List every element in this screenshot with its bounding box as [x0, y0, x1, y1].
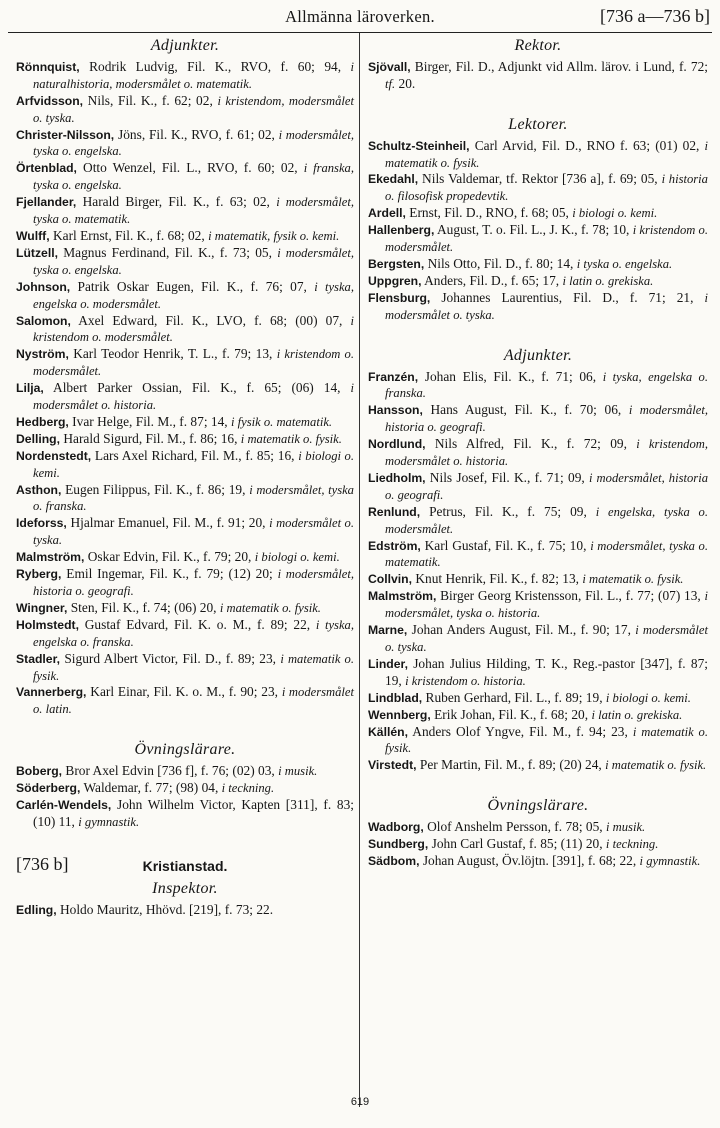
inspektor-entry [16, 902, 354, 919]
staff-details: Karl Teodor Henrik, T. L., f. 79; 13, [68, 346, 277, 362]
staff-name: Malmström, [16, 550, 85, 565]
staff-subjects: i kristendom, modersmålet o. tyska. [33, 93, 354, 125]
lektorer-list [368, 138, 708, 324]
staff-name: Franzén, [368, 369, 419, 384]
staff-entry [368, 470, 708, 504]
staff-details: Ruben Gerhard, Fil. L., f. 89; 19, [422, 689, 606, 705]
staff-subjects: i kristendom o. modersmålet. [33, 313, 354, 345]
staff-subjects: i matematik o. fysik. [385, 724, 709, 756]
running-title: Allmänna läroverken. [285, 7, 435, 26]
staff-name: Schultz-Steinheil, [368, 138, 470, 153]
staff-entry [16, 651, 354, 685]
staff-entry [368, 571, 708, 588]
staff-name: Nordlund, [368, 437, 426, 452]
staff-entry [368, 222, 708, 256]
staff-subjects: i tyska, engelska o. modersmålet. [33, 279, 354, 311]
staff-subjects: i modersmålet, tyska o. matematik. [385, 538, 708, 570]
staff-details: Johan Julius Hilding, T. K., Reg.-pastor [347], f. 87; 19, [385, 655, 708, 688]
staff-details: Harald Birger, Fil. K., f. 63; 02, [76, 194, 277, 210]
staff-subjects: i kristendom o. historia. [405, 673, 526, 688]
staff-subjects: i matematik o. fysik. [33, 651, 354, 683]
staff-subjects: i latin o. grekiska. [562, 273, 654, 288]
staff-entry [368, 504, 708, 538]
staff-details: Karl Einar, Fil. K. o. M., f. 90; 23, [86, 684, 282, 700]
staff-details: Eugen Filippus, Fil. K., f. 86; 19, [61, 481, 250, 497]
staff-details: Olof Anshelm Persson, f. 78; 05, [423, 819, 607, 835]
staff-subjects: i gymnastik. [639, 853, 701, 868]
staff-entry [368, 256, 708, 273]
staff-subjects: i matematik o. fysik. [219, 600, 321, 615]
staff-entry [16, 279, 354, 313]
staff-subjects: i musik. [606, 820, 646, 835]
staff-entry [16, 515, 354, 549]
staff-details: Axel Edward, Fil. K., LVO, f. 68; (00) 07, [70, 312, 351, 328]
staff-name: Wulff, [16, 228, 50, 243]
staff-details: Hjalmar Emanuel, Fil. M., f. 91; 20, [66, 515, 270, 531]
staff-details: Karl Gustaf, Fil. K., f. 75; 10, [420, 537, 591, 553]
staff-name: Bergsten, [368, 256, 425, 271]
staff-details: Karl Ernst, Fil. K., f. 68; 02, [49, 227, 209, 243]
staff-entry [16, 228, 354, 245]
staff-entry [16, 482, 354, 516]
staff-subjects: i modersmålet, historia o. geografi. [385, 470, 708, 502]
staff-subjects: i modersmålet o. tyska. [385, 623, 708, 654]
staff-details: Petrus, Fil. K., f. 75; 09, [420, 503, 596, 519]
staff-name: Sundberg, [368, 837, 429, 852]
heading-adjunkter-right: Adjunkter. [503, 346, 573, 364]
staff-subjects: i tyska o. engelska. [576, 256, 673, 271]
staff-subjects: i tyska, engelska o. franska. [33, 617, 354, 649]
staff-details: Nils Valdemar, tf. Rektor [736 a], f. 69; 05, [418, 171, 662, 187]
staff-details: Anders Olof Yngve, Fil. M., f. 94; 23, [407, 723, 633, 739]
staff-details: Jöns, Fil. K., RVO, f. 61; 02, [114, 126, 279, 142]
inspektor-name: Edling, [16, 902, 57, 917]
staff-name: Söderberg, [16, 781, 81, 796]
heading-lektorer: Lektorer. [508, 115, 568, 133]
staff-entry [16, 245, 354, 279]
staff-subjects: i modersmålet, historia o. geografi. [385, 403, 708, 435]
rektor-list [368, 59, 708, 93]
staff-name: Delling, [16, 431, 61, 446]
staff-subjects: i tyska, engelska o. franska. [385, 369, 708, 401]
staff-details: Sigurd Albert Victor, Fil. D., f. 89; 23, [60, 650, 281, 666]
staff-subjects: i modersmålet, tyska o. franska. [33, 482, 354, 514]
staff-details: Magnus Ferdinand, Fil. K., f. 73; 05, [57, 244, 278, 260]
staff-subjects: i teckning. [605, 837, 659, 852]
school-header [16, 855, 354, 879]
staff-name: Linder, [368, 656, 408, 671]
staff-entry [368, 171, 708, 205]
staff-entry [16, 797, 354, 831]
school-name: Kristianstad. [142, 857, 228, 874]
staff-details: Johannes Laurentius, Fil. D., f. 71; 21, [430, 289, 705, 305]
staff-name: Johnson, [16, 279, 71, 294]
staff-name: Carlén-Wendels, [16, 797, 112, 812]
staff-subjects: i historia o. filosofisk propedevtik. [385, 172, 708, 204]
staff-entry [368, 273, 708, 290]
staff-details: Erik Johan, Fil. K., f. 68; 20, [430, 706, 592, 722]
staff-name: Lilja, [16, 381, 44, 396]
staff-details: Otto Wenzel, Fil. L., RVO, f. 60; 02, [76, 160, 304, 176]
staff-details: August, T. o. Fil. L., J. K., f. 78; 10, [434, 222, 633, 238]
staff-details: Emil Ingemar, Fil. K., f. 79; (12) 20; [61, 566, 278, 582]
staff-details: Ivar Helge, Fil. M., f. 87; 14, [68, 413, 231, 429]
staff-details: Knut Henrik, Fil. K., f. 82; 13, [412, 571, 583, 587]
staff-name: Ekedahl, [368, 172, 419, 187]
staff-details: Johan August, Öv.löjtn. [391], f. 68; 22, [419, 852, 640, 868]
staff-name: Hallenberg, [368, 223, 435, 238]
staff-entry [368, 690, 708, 707]
staff-subjects: i franska, tyska o. engelska. [33, 161, 354, 193]
staff-details: Gustaf Edvard, Fil. K. o. M., f. 89; 22, [78, 616, 316, 632]
staff-subjects: i kristendom o. modersmålet. [33, 347, 354, 379]
staff-name: Hedberg, [16, 414, 69, 429]
staff-name: Lindblad, [368, 690, 423, 705]
staff-entry [368, 369, 708, 403]
page-range: [736 a—736 b] [600, 6, 710, 26]
staff-entry [16, 600, 354, 617]
staff-name: Sädbom, [368, 853, 420, 868]
staff-name: Renlund, [368, 504, 421, 519]
staff-entry [16, 448, 354, 482]
staff-entry [16, 59, 354, 93]
ovningslarare-right-list [368, 819, 708, 870]
heading-ovningslarare: Övningslärare. [134, 741, 236, 759]
staff-details: Carl Arvid, Fil. D., RNO f. 63; (01) 02, [469, 137, 705, 153]
staff-entry [368, 436, 708, 470]
staff-entry [368, 707, 708, 724]
adjunkter-list [16, 59, 354, 718]
staff-entry [368, 757, 708, 774]
staff-entry [368, 59, 708, 93]
page-number: 619 [350, 1096, 370, 1108]
staff-entry [368, 724, 708, 758]
staff-subjects: i teckning. [221, 781, 275, 796]
staff-subjects: i matematik, fysik o. kemi. [208, 228, 340, 243]
staff-entry [16, 566, 354, 600]
staff-subjects: i musik. [278, 764, 318, 779]
staff-name: Wingner, [16, 600, 68, 615]
staff-subjects: i modersmålet o. historia. [33, 381, 354, 413]
staff-name: Ardell, [368, 206, 406, 221]
staff-subjects: i fysik o. matematik. [230, 414, 333, 429]
staff-name: Källén, [368, 724, 408, 739]
staff-subjects: i biologi o. kemi. [254, 550, 340, 565]
staff-entry [16, 780, 354, 797]
staff-subjects: i modersmålet, historia o. geografi. [33, 567, 355, 598]
staff-name: Virstedt, [368, 758, 417, 773]
staff-entry [368, 622, 708, 656]
staff-entry [16, 380, 354, 414]
staff-name: Holmstedt, [16, 617, 79, 632]
column-divider [359, 33, 360, 1107]
staff-details: Johan Elis, Fil. K., f. 71; 06, [418, 368, 603, 384]
staff-entry [368, 290, 708, 324]
staff-subjects: i biologi o. kemi. [572, 206, 658, 221]
heading-rektor: Rektor. [514, 37, 562, 54]
staff-entry [16, 549, 354, 566]
staff-entry [16, 313, 354, 347]
staff-entry [368, 138, 708, 172]
staff-details-tail: 20. [395, 75, 416, 91]
staff-name: Fjellander, [16, 195, 77, 210]
staff-subjects: i modersmålet, tyska o. engelska. [33, 245, 354, 277]
staff-entry [16, 763, 354, 780]
staff-entry [16, 127, 354, 161]
staff-name: Malmström, [368, 589, 437, 604]
ovningslarare-list [16, 763, 354, 831]
staff-details: Waldemar, f. 77; (98) 04, [80, 780, 222, 796]
staff-entry [368, 205, 708, 222]
staff-name: Flensburg, [368, 290, 431, 305]
staff-subjects: i modersmålet o. tyska. [33, 516, 354, 548]
staff-entry [368, 402, 708, 436]
staff-entry [16, 414, 354, 431]
heading-inspektor: Inspektor. [152, 879, 218, 897]
heading-ovningslarare-right: Övningslärare. [487, 797, 589, 815]
inspektor-text: Holdo Mauritz, Hhövd. [219], f. 73; 22. [56, 901, 274, 917]
staff-details: Patrik Oskar Eugen, Fil. K., f. 76; 07, [70, 278, 315, 294]
staff-name: Christer-Nilsson, [16, 127, 115, 142]
staff-name: Nordenstedt, [16, 448, 92, 463]
staff-details: Lars Axel Richard, Fil. M., f. 85; 16, [91, 447, 299, 463]
staff-details: Albert Parker Ossian, Fil. K., f. 65; (06) 14, [43, 380, 351, 396]
staff-subjects: i modersmålet, tyska o. engelska. [33, 127, 354, 159]
staff-subjects: i naturalhistoria, modersmålet o. matematik. [33, 59, 354, 91]
staff-name: Liedholm, [368, 470, 426, 485]
staff-entry [368, 656, 708, 690]
adjunkter-right-list [368, 369, 708, 775]
left-column [16, 36, 354, 919]
staff-name: Örtenblad, [16, 161, 77, 176]
staff-details: Rodrik Ludvig, Fil. K., RVO, f. 60; 94, [79, 58, 351, 74]
staff-details: Per Martin, Fil. M., f. 89; (20) 24, [416, 757, 606, 773]
staff-name: Hansson, [368, 403, 423, 418]
staff-name: Boberg, [16, 764, 63, 779]
staff-subjects: i modersmålet o. tyska. [385, 290, 708, 322]
school-code: [736 b] [16, 853, 69, 874]
staff-entry [16, 431, 354, 448]
staff-details: Hans August, Fil. K., f. 70; 06, [422, 402, 629, 418]
running-header [8, 4, 712, 33]
staff-name: Asthon, [16, 482, 62, 497]
staff-subjects: i modersmålet, tyska o. matematik. [33, 195, 354, 227]
staff-subjects: i kristendom o. modersmålet. [385, 223, 708, 255]
staff-entry [368, 819, 708, 836]
staff-entry [16, 684, 354, 718]
staff-subjects: i latin o. grekiska. [591, 707, 683, 722]
staff-subjects: tf. [385, 76, 396, 91]
staff-details: Ernst, Fil. D., RNO, f. 68; 05, [405, 205, 573, 221]
staff-name: Lützell, [16, 245, 58, 260]
staff-subjects: i matematik o. fysik. [385, 138, 708, 170]
staff-name: Marne, [368, 623, 408, 638]
staff-name: Rönnquist, [16, 59, 80, 74]
staff-name: Collvin, [368, 572, 413, 587]
staff-entry [16, 617, 354, 651]
staff-entry [16, 93, 354, 127]
staff-entry [368, 836, 708, 853]
staff-subjects: i biologi o. kemi. [33, 448, 354, 480]
staff-name: Ideforss, [16, 516, 67, 531]
staff-details: Johan Anders August, Fil. M., f. 90; 17, [407, 622, 636, 638]
staff-details: Nils Josef, Fil. K., f. 71; 09, [425, 469, 589, 485]
staff-details: Nils Otto, Fil. D., f. 80; 14, [424, 255, 577, 271]
staff-details: Bror Axel Edvin [736 f], f. 76; (02) 03, [62, 763, 279, 779]
staff-details: Nils Alfred, Fil. K., f. 72; 09, [425, 436, 637, 452]
staff-entry [16, 160, 354, 194]
staff-details: John Carl Gustaf, f. 85; (11) 20, [428, 836, 606, 852]
staff-details: John Wilhelm Victor, Kapten [311], f. 83; (10) 11, [33, 796, 354, 829]
staff-name: Sjövall, [368, 59, 411, 74]
staff-subjects: i modersmålet, tyska o. historia. [385, 589, 708, 621]
staff-name: Wennberg, [368, 707, 431, 722]
staff-details: Oskar Edvin, Fil. K., f. 79; 20, [84, 549, 255, 565]
staff-name: Edström, [368, 538, 421, 553]
staff-name: Ryberg, [16, 567, 62, 582]
right-column [368, 36, 708, 870]
staff-entry [16, 194, 354, 228]
staff-entry [16, 346, 354, 380]
staff-subjects: i matematik o. fysik. [605, 758, 707, 773]
staff-subjects: i modersmålet o. latin. [33, 685, 354, 717]
staff-details: Birger Georg Kristensson, Fil. L., f. 77; (07) 13, [436, 588, 705, 604]
staff-subjects: i engelska, tyska o. modersmålet. [385, 504, 708, 536]
staff-details: Sten, Fil. K., f. 74; (06) 20, [67, 599, 220, 615]
staff-name: Nyström, [16, 347, 69, 362]
staff-subjects: i biologi o. kemi. [605, 690, 691, 705]
heading-adjunkter: Adjunkter. [150, 37, 220, 54]
staff-name: Uppgren, [368, 273, 422, 288]
staff-entry [368, 538, 708, 572]
staff-subjects: i matematik o. fysik. [240, 431, 342, 446]
staff-details: Harald Sigurd, Fil. M., f. 86; 16, [60, 430, 241, 446]
staff-entry [368, 853, 708, 870]
staff-name: Stadler, [16, 651, 61, 666]
staff-name: Arfvidsson, [16, 93, 84, 108]
staff-subjects: i matematik o. fysik. [582, 572, 684, 587]
staff-details: Birger, Fil. D., Adjunkt vid Allm. lärov. i Lund, f. 72; [410, 58, 708, 74]
staff-name: Wadborg, [368, 820, 424, 835]
staff-subjects: i kristendom, modersmålet o. historia. [385, 437, 709, 469]
staff-entry [368, 588, 708, 622]
staff-details: Nils, Fil. K., f. 62; 02, [83, 92, 218, 108]
staff-name: Salomon, [16, 313, 71, 328]
staff-name: Vannerberg, [16, 685, 87, 700]
staff-details: Anders, Fil. D., f. 65; 17, [421, 272, 563, 288]
staff-subjects: i gymnastik. [78, 814, 140, 829]
